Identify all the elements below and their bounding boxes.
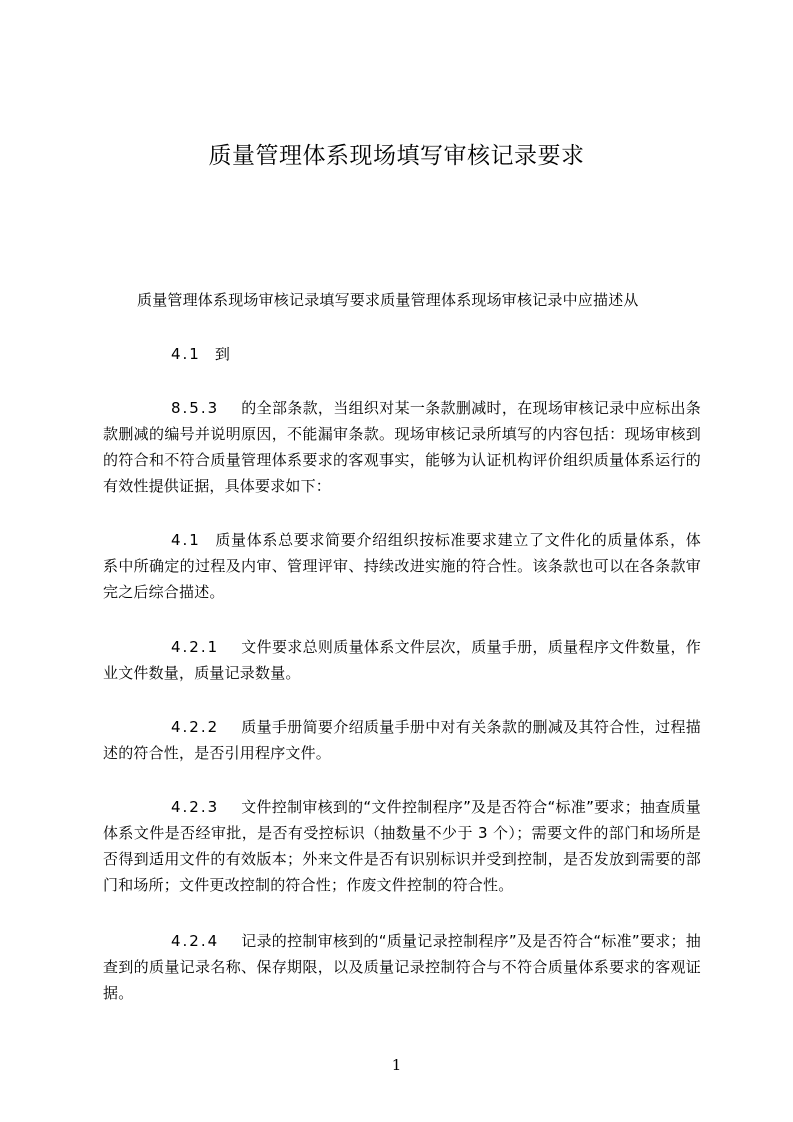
clause-4-1-paragraph [103, 527, 701, 605]
clause-number: 4.2.3 [171, 798, 220, 816]
clause-text: 质量手册简要介绍质量手册中对有关条款的删减及其符合性，过程描述的符合性，是否引用程序文件。 [103, 718, 701, 762]
clause-text: 文件要求总则质量体系文件层次，质量手册，质量程序文件数量，作业文件数量，质量记录数量。 [103, 638, 701, 682]
clause-text: 质量体系总要求简要介绍组织按标准要求建立了文件化的质量体系，体系中所确定的过程及内审、管理评审、持续改进实施的符合性。该条款也可以在各条款审完之后综合描述。 [103, 531, 701, 601]
clause-text: 文件控制审核到的“文件控制程序”及是否符合“标准”要求；抽查质量体系文件是否经审批，是否有受控标识（抽数量不少于 3 个）；需要文件的部门和场所是否得到适用文件的有效版本；外来文件是否有识别标识并受到控制，是否发放到需要的部门和场所；文件更改控制的符合性；作废文件控制的符合性。 [103, 798, 701, 894]
clause-number: 8.5.3 [171, 399, 220, 417]
range-start-text: 到 [214, 345, 231, 363]
clause-number: 4.2.4 [171, 932, 220, 950]
clause-4-2-4-paragraph [103, 928, 701, 1006]
clause-number: 4.2.2 [171, 718, 220, 736]
clause-number: 4.2.1 [171, 638, 220, 656]
intro-text: 质量管理体系现场审核记录填写要求质量管理体系现场审核记录中应描述从 [137, 291, 639, 309]
range-start-paragraph [103, 341, 701, 367]
page-number: 1 [391, 1056, 402, 1074]
intro-paragraph [103, 287, 701, 313]
clause-number: 4.1 [171, 345, 201, 363]
clause-8-5-3-paragraph [103, 395, 701, 499]
clause-4-2-2-paragraph [103, 714, 701, 766]
clause-4-2-1-paragraph [103, 634, 701, 686]
clause-4-2-3-paragraph [103, 794, 701, 898]
document-title: 质量管理体系现场填写审核记录要求 [208, 143, 585, 169]
clause-number: 4.1 [171, 531, 201, 549]
clause-text: 记录的控制审核到的“质量记录控制程序”及是否符合“标准”要求；抽查到的质量记录名称、保存期限，以及质量记录控制符合与不符合质量体系要求的客观证据。 [103, 932, 701, 1002]
clause-text: 的全部条款，当组织对某一条款删减时，在现场审核记录中应标出条款删减的编号并说明原因，不能漏审条款。现场审核记录所填写的内容包括：现场审核到的符合和不符合质量管理体系要求的客观事实，能够为认证机构评价组织质量体系运行的有效性提供证据，具体要求如下： [103, 399, 701, 495]
